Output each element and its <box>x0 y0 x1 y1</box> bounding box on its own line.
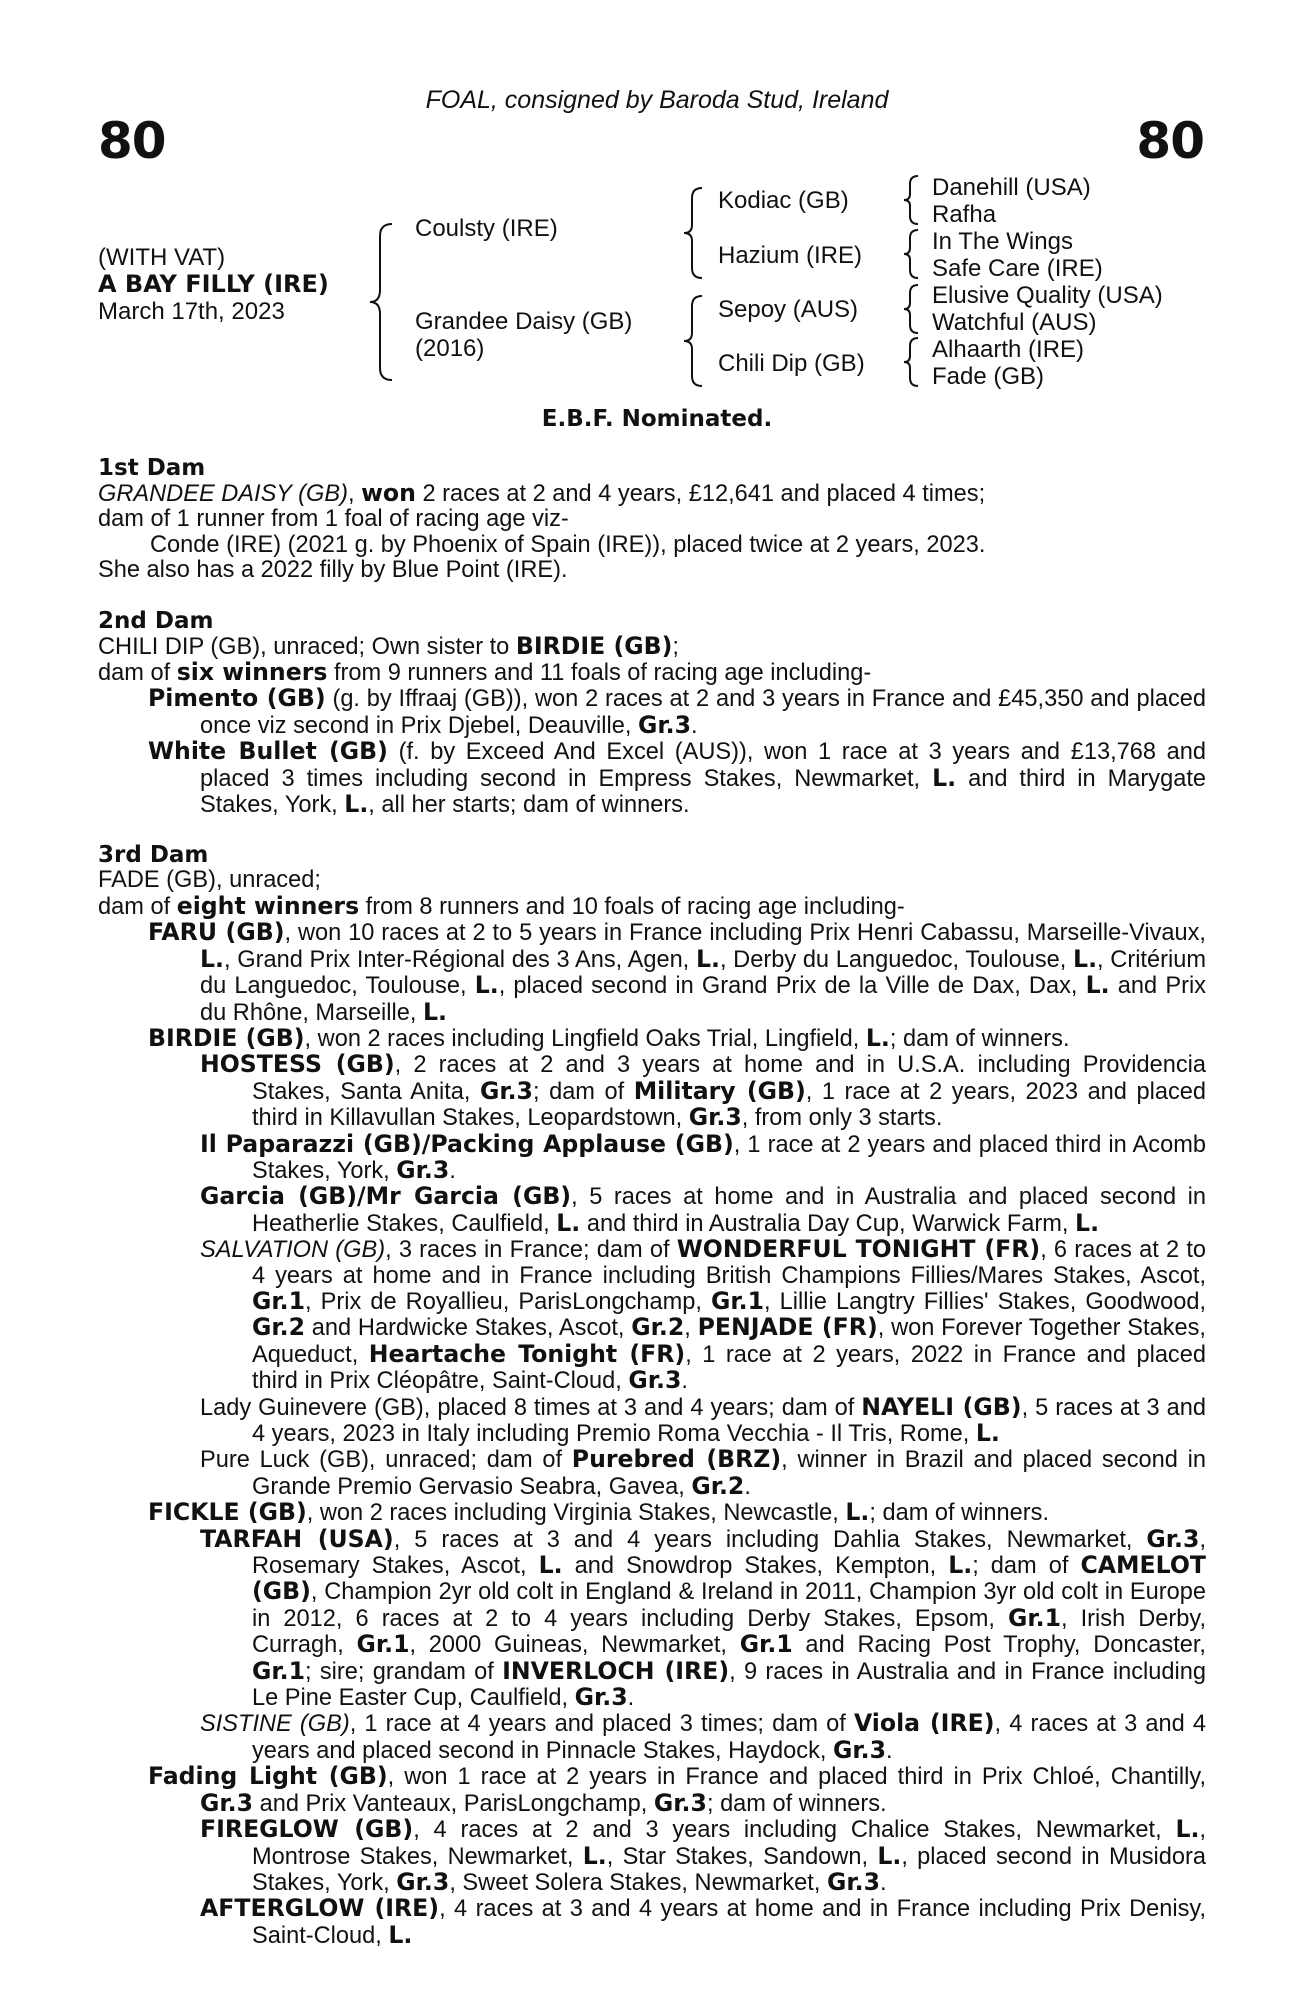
second-dam-produce-intro <box>98 660 1206 686</box>
brace-ss <box>904 176 918 224</box>
t: Gr.3 <box>479 1076 533 1105</box>
t: L. <box>695 944 720 973</box>
t: , 1 race at 2 years, 2023 and placed third in Killavullan Stakes, Leopardstown, <box>252 1078 1206 1132</box>
t: L. <box>1075 1208 1100 1237</box>
t: , 5 races at 3 and 4 years including Dahlia Stakes, Newmarket, <box>393 1526 1147 1553</box>
brace-dd <box>904 338 918 386</box>
entry-tarfah <box>98 1524 1207 1712</box>
t: L. <box>474 971 499 1000</box>
t: . <box>449 1157 456 1184</box>
brace-dam <box>684 296 702 386</box>
t: L. <box>948 1551 973 1580</box>
ebf-nominated: E.B.F. Nominated. <box>541 406 773 432</box>
t: Fading Light (GB) <box>148 1762 388 1791</box>
entry-lady-guinevere <box>98 1392 1206 1448</box>
t: FARU (GB) <box>148 918 285 947</box>
sire-name: Coulsty (IRE) <box>415 215 558 242</box>
pedigree-braces <box>0 0 1314 400</box>
t: six winners <box>176 658 328 687</box>
lot-number-left: 80 <box>98 112 166 170</box>
t: Gr.1 <box>1007 1603 1062 1632</box>
t: , Lillie Langtry Fillies' Stakes, Goodwood, <box>764 1288 1207 1315</box>
t: , all her starts; dam of winners. <box>368 792 690 819</box>
t: , 1 race at 4 years and placed 3 times; dam of <box>349 1711 854 1738</box>
t: dam of <box>98 893 177 920</box>
t: and Prix du Rhône, Marseille, <box>200 973 1206 1026</box>
t: . <box>880 1869 887 1896</box>
t: Pimento (GB) <box>148 684 326 713</box>
entry-faru <box>98 920 1206 1026</box>
t: , 1 race at 2 years, 2022 in France and placed third in Prix Cléopâtre, Saint-Cloud, <box>252 1341 1206 1395</box>
t: AFTERGLOW (IRE) <box>200 1894 440 1923</box>
t: , placed second in Grand Prix de la Ville de Dax, Dax, <box>498 973 1086 1000</box>
t: and third in Marygate Stakes, York, <box>200 765 1207 819</box>
t: SISTINE (GB) <box>200 1711 350 1738</box>
t: , 9 races in Australia and in France including Le Pine Easter Cup, Caulfield, <box>252 1658 1206 1712</box>
t: , 4 races at 3 and 4 years at home and in France including Prix Denisy, Saint-Cloud, <box>252 1896 1206 1949</box>
dam-name: Grandee Daisy (GB) <box>415 308 633 335</box>
t: , 3 races in France; dam of <box>385 1237 677 1264</box>
entry-birdie <box>98 1023 1206 1052</box>
second-dam-heading: 2nd Dam <box>98 607 214 634</box>
t: BIRDIE (GB) <box>515 631 673 660</box>
t: L. <box>1175 1815 1200 1844</box>
t: Gr.3 <box>826 1867 880 1896</box>
t: PENJADE (FR) <box>697 1313 878 1342</box>
t: and Snowdrop Stakes, Kempton, <box>562 1553 949 1580</box>
third-dam-line: FADE (GB), unraced; <box>98 867 321 894</box>
ss-name: Kodiac (GB) <box>718 187 849 214</box>
t: . <box>886 1737 893 1764</box>
second-dam-line <box>98 631 1206 660</box>
sep: , <box>347 481 362 507</box>
t: , Champion 2yr old colt in England & Ireland in 2011, Champion 3yr old colt in Europe in 2012, 6 races at 2 to 4 years including Derby Stakes, Epsom, <box>252 1579 1206 1632</box>
dd-name: Chili Dip (GB) <box>718 350 865 377</box>
t: , Sweet Solera Stakes, Newmarket, <box>449 1869 827 1896</box>
t: , 2 races at 2 and 3 years at home and in U.S.A. including Providencia Stakes, Santa Anita, <box>252 1052 1207 1105</box>
t: , 4 races at 3 and 4 years and placed second in Pinnacle Stakes, Haydock, <box>252 1711 1206 1764</box>
t: Gr.1 <box>711 1286 765 1315</box>
t: ; dam of winners. <box>869 1500 1049 1527</box>
t: , Star Stakes, Sandown, <box>606 1843 878 1870</box>
t: Gr.1 <box>356 1630 410 1659</box>
t: CAMELOT (GB) <box>252 1551 1206 1606</box>
t: , won 2 races including Virginia Stakes, Newcastle, <box>306 1500 846 1527</box>
t: Gr.3 <box>574 1683 628 1712</box>
t: Garcia (GB)/Mr Garcia (GB) <box>200 1182 572 1211</box>
t: L. <box>932 763 957 792</box>
t: Gr.3 <box>200 1788 254 1817</box>
t: L. <box>1073 944 1098 973</box>
sss-name: Danehill (USA) <box>932 174 1091 201</box>
t: , Montrose Stakes, Newmarket, <box>252 1817 1207 1870</box>
t: L. <box>582 1841 607 1870</box>
t: TARFAH (USA) <box>200 1524 394 1553</box>
t: WONDERFUL TONIGHT (FR) <box>676 1235 1041 1264</box>
t: L. <box>845 1498 870 1527</box>
t: Gr.2 <box>691 1471 745 1500</box>
t: , <box>684 1315 698 1342</box>
t: (f. by Exceed And Excel (AUS)), won 1 race at 3 years and £13,768 and placed 3 times including second in Empress Stakes, Newmarket, <box>200 739 1206 792</box>
t: Heartache Tonight (FR) <box>368 1339 686 1368</box>
ddd-name: Fade (GB) <box>932 363 1045 390</box>
t: Gr.3 <box>396 1867 450 1896</box>
horse-dob: March 17th, 2023 <box>98 298 285 325</box>
brace-sire <box>684 188 702 278</box>
t: CHILI DIP (GB), unraced; Own sister to <box>98 633 516 660</box>
t: and Racing Post Trophy, Doncaster, <box>792 1632 1206 1659</box>
t: Gr.3 <box>833 1735 887 1764</box>
entry-salvation <box>98 1237 1206 1394</box>
t: , won Forever Together Stakes, Aqueduct, <box>252 1315 1206 1368</box>
t: , Rosemary Stakes, Ascot, <box>252 1526 1207 1580</box>
t: Gr.3 <box>688 1103 742 1132</box>
lot-number-right: 80 <box>1136 112 1204 170</box>
entry-garcia <box>98 1184 1206 1237</box>
t: Gr.3 <box>1146 1524 1200 1553</box>
t: Military (GB) <box>633 1076 806 1105</box>
t: FICKLE (GB) <box>148 1498 307 1527</box>
dss-name: Elusive Quality (USA) <box>932 282 1163 309</box>
t: Gr.1 <box>252 1286 306 1315</box>
vat-label: (WITH VAT) <box>98 244 226 271</box>
t: , Irish Derby, Curragh, <box>252 1605 1206 1659</box>
t: L. <box>538 1551 563 1580</box>
t: Gr.3 <box>638 710 692 739</box>
t: , winner in Brazil and placed second in Grande Premio Gervasio Seabra, Gavea, <box>252 1447 1206 1500</box>
first-dam-produce-intro: dam of 1 runner from 1 foal of racing age viz- <box>98 506 569 533</box>
t: , 2000 Guineas, Newmarket, <box>409 1632 740 1659</box>
t: White Bullet (GB) <box>148 737 388 766</box>
t: Gr.3 <box>396 1155 450 1184</box>
t: , 1 race at 2 years and placed third in Acomb Stakes, York, <box>252 1131 1206 1184</box>
brace-ds <box>904 285 918 333</box>
t: Gr.1 <box>739 1630 793 1659</box>
t: dam of <box>98 660 177 687</box>
t: L. <box>388 1920 413 1949</box>
t: L. <box>1085 971 1110 1000</box>
brace-sd <box>904 230 918 278</box>
t: Il Paparazzi (GB)/Packing Applause (GB) <box>200 1129 734 1158</box>
t: ; <box>672 633 679 660</box>
first-dam-foal-conde: Conde (IRE) (2021 g. by Phoenix of Spain (IRE)), placed twice at 2 years, 2023. <box>150 531 986 558</box>
t: . <box>627 1685 635 1712</box>
t: from 9 runners and 11 foals of racing age including- <box>327 660 872 687</box>
t: and Prix Vanteaux, ParisLongchamp, <box>253 1790 654 1817</box>
dam-year: (2016) <box>415 335 485 362</box>
t: , Critérium du Languedoc, Toulouse, <box>200 946 1206 1000</box>
t: , Grand Prix Inter-Régional des 3 Ans, Agen, <box>224 946 696 973</box>
entry-fireglow <box>98 1817 1206 1896</box>
t: Gr.2 <box>252 1313 306 1342</box>
t: FIREGLOW (GB) <box>200 1815 414 1844</box>
entry-il-paparazzi <box>98 1129 1206 1185</box>
won-word: won <box>361 479 416 507</box>
t: ; sire; grandam of <box>305 1658 503 1685</box>
t: L. <box>975 1419 1000 1447</box>
t: (g. by Iffraaj (GB)), won 2 races at 2 and 3 years in France and £45,350 and placed once viz second in Prix Djebel, Deauville, <box>200 686 1206 739</box>
t: Gr.2 <box>631 1313 685 1342</box>
t: , 5 races at 3 and 4 years, 2023 in Italy including Premio Roma Vecchia - Il Tris, Rome, <box>252 1394 1206 1447</box>
t: L. <box>422 997 447 1026</box>
t: ; dam of winners. <box>889 1025 1070 1052</box>
t: . <box>744 1473 751 1500</box>
dds-name: Alhaarth (IRE) <box>932 336 1085 363</box>
dam-name-italic: GRANDEE DAISY (GB) <box>98 481 348 507</box>
entry-white-bullet <box>98 739 1206 818</box>
brace-parents <box>370 224 392 380</box>
t: Purebred (BRZ) <box>571 1445 782 1474</box>
t: L. <box>865 1023 890 1052</box>
entry-afterglow <box>98 1896 1206 1949</box>
t: , won 1 race at 2 years in France and placed third in Prix Chloé, Chantilly, <box>387 1764 1206 1791</box>
t: . <box>681 1368 688 1395</box>
t: and Hardwicke Stakes, Ascot, <box>305 1315 632 1342</box>
first-dam-heading: 1st Dam <box>98 455 206 481</box>
entry-pimento <box>98 686 1206 739</box>
first-dam-line <box>98 481 1206 507</box>
t: SALVATION (GB) <box>200 1237 386 1264</box>
consignor-line: FOAL, consigned by Baroda Stud, Ireland <box>425 86 889 114</box>
t: , 4 races at 2 and 3 years including Chalice Stakes, Newmarket, <box>413 1817 1176 1844</box>
t: , 5 races at home and in Australia and placed second in Heatherlie Stakes, Caulfield, <box>252 1184 1206 1237</box>
third-dam-heading: 3rd Dam <box>98 842 209 869</box>
sds-name: In The Wings <box>932 228 1073 255</box>
third-dam-produce-intro <box>98 891 1206 920</box>
horse-name: A BAY FILLY (IRE) <box>98 270 329 298</box>
t: L. <box>556 1208 581 1237</box>
t: , 6 races at 2 to 4 years at home and in France including British Champions Fillies/Mares Stakes, Ascot, <box>252 1237 1207 1289</box>
t: ; dam of <box>972 1553 1081 1580</box>
t: , placed second in Musidora Stakes, York, <box>252 1843 1206 1896</box>
t: L. <box>344 790 369 819</box>
t: Viola (IRE) <box>853 1709 995 1738</box>
t: , won 2 races including Lingfield Oaks Trial, Lingfield, <box>304 1025 866 1052</box>
entry-fickle <box>98 1500 1206 1526</box>
t: Gr.3 <box>653 1788 707 1817</box>
ds-name: Sepoy (AUS) <box>718 296 859 323</box>
sd-name: Hazium (IRE) <box>718 242 863 269</box>
t: Pure Luck (GB), unraced; dam of <box>200 1447 572 1474</box>
t: , from only 3 starts. <box>741 1105 943 1132</box>
t: L. <box>877 1841 902 1870</box>
catalogue-body <box>98 456 1206 1949</box>
t: Gr.3 <box>628 1366 682 1395</box>
first-dam-note: She also has a 2022 filly by Blue Point (IRE). <box>98 557 568 584</box>
t: , Prix de Royallieu, ParisLongchamp, <box>305 1288 712 1315</box>
t: HOSTESS (GB) <box>200 1050 395 1079</box>
ssd-name: Rafha <box>932 201 997 228</box>
sdd-name: Safe Care (IRE) <box>932 255 1103 282</box>
t: NAYELI (GB) <box>861 1392 1022 1421</box>
t: . <box>691 712 698 739</box>
t: , Derby du Languedoc, Toulouse, <box>719 946 1074 973</box>
t: ; dam of <box>532 1078 634 1105</box>
entry-sistine <box>98 1711 1206 1764</box>
dsd-name: Watchful (AUS) <box>932 309 1097 336</box>
record-text: 2 races at 2 and 4 years, £12,641 and placed 4 times; <box>415 481 986 507</box>
t: from 8 runners and 10 foals of racing age including- <box>359 893 905 920</box>
entry-pure-luck <box>98 1447 1206 1500</box>
t: ; dam of winners. <box>706 1790 887 1817</box>
t: eight winners <box>176 891 360 920</box>
t: and third in Australia Day Cup, Warwick Farm, <box>580 1210 1076 1237</box>
entry-hostess <box>98 1052 1206 1131</box>
entry-fading-light <box>98 1764 1206 1817</box>
t: Lady Guinevere (GB), placed 8 times at 3 and 4 years; dam of <box>200 1394 862 1421</box>
t: Gr.1 <box>252 1656 306 1685</box>
t: INVERLOCH (IRE) <box>502 1656 730 1685</box>
t: BIRDIE (GB) <box>148 1023 305 1052</box>
t: L. <box>200 944 224 973</box>
t: , won 10 races at 2 to 5 years in France including Prix Henri Cabassu, Marseille-Vivaux, <box>284 920 1206 947</box>
